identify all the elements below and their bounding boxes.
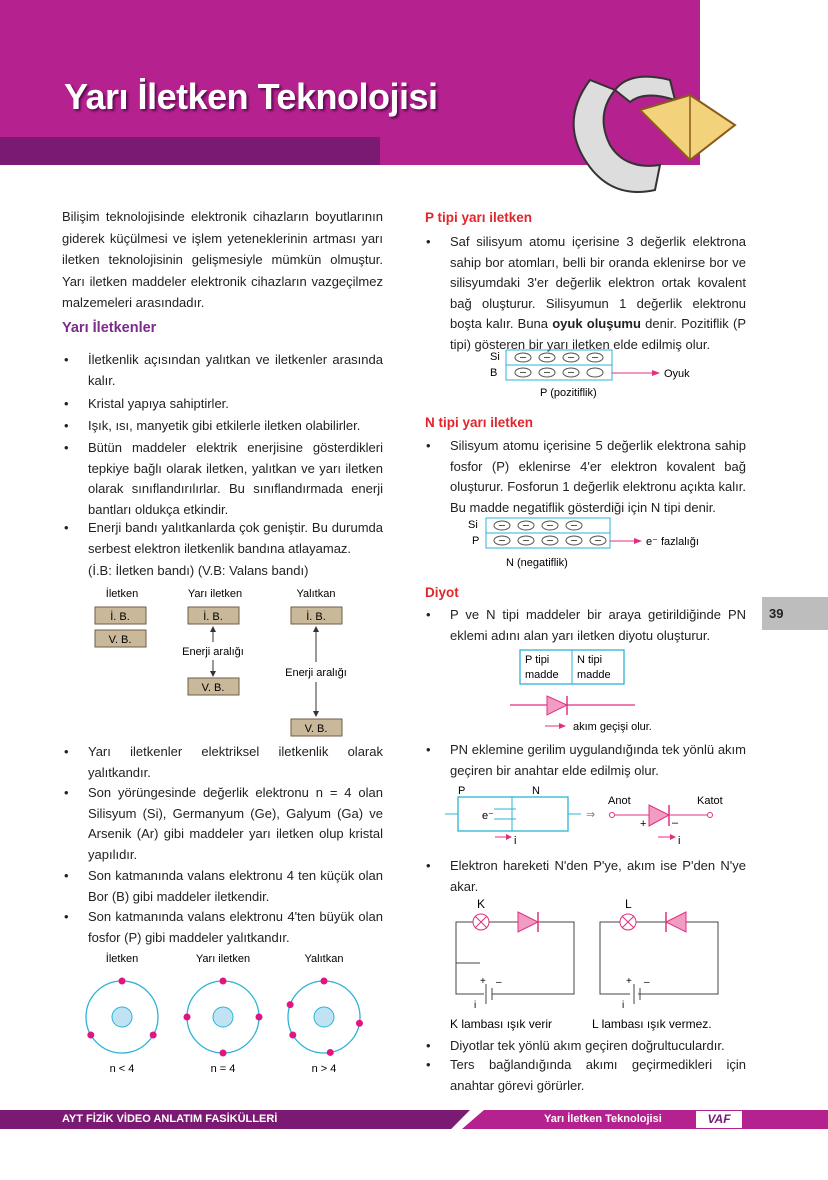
svg-text:Anot: Anot [608, 795, 631, 807]
list-item: • Son katmanında valans elektronu 4'ten büyük olan fosfor (P) gibi maddeler yalıtkandır. [64, 909, 383, 945]
list-item: • Ters bağlandığında akımı geçirmedikleri için anahtar görevi görürler. [426, 1057, 746, 1093]
svg-text:e⁻: e⁻ [482, 810, 494, 822]
svg-text:Si: Si [490, 351, 500, 363]
svg-text:+: + [480, 976, 486, 987]
list-item: • P ve N tipi maddeler bir araya getirildiğinde PN eklemi adını alan yarı iletken diyotu oluşturur. [426, 607, 746, 643]
svg-text:P: P [472, 535, 480, 547]
svg-text:V. B.: V. B. [304, 723, 328, 735]
list-item: • Silisyum atomu içerisine 5 değerlik elektrona sahip fosfor (P) eklenirse 4'er elektron kovalent bağ oluşturur. Fosforun 1 değerlik elektronu açıkta kalır. Bu madde negatiflik gösterdiği için N tipi denir. [426, 438, 746, 515]
header-band [0, 137, 380, 165]
svg-text:i: i [474, 1000, 477, 1011]
bullet-text: Son yörüngesinde değerlik elektronu n = 4 olan Silisyum (Si), Germanyum (Ge), Galyum (Ga) ve Arsenik (Ar) gibi maddeler yarı iletken olup kristal yapılıdır. [88, 785, 383, 862]
list-item: • Diyotlar tek yönlü akım geçiren doğrultuculardır. [426, 1038, 725, 1053]
list-item: • Işık, ısı, manyetik gibi etkilerle iletken olabilirler. [64, 418, 361, 433]
list-item: • Bütün maddeler elektrik enerjisine gösterdikleri tepkiye bağlı olarak iletken, yalıtkan ve yarı iletken olarak sınıflandırılırlar. Bu sınıflandırmada enerji bantları oldukça etkindir. [64, 440, 383, 517]
svg-text:akım geçişi olur.: akım geçişi olur. [573, 721, 652, 733]
atom-label: Yarı iletken [195, 953, 251, 965]
svg-text:İ. B.: İ. B. [203, 611, 223, 623]
svg-text:–: – [644, 977, 650, 988]
electron-dot [321, 978, 328, 985]
svg-text:Si: Si [468, 519, 478, 531]
electron-dot [184, 1014, 191, 1021]
bullet-text: Işık, ısı, manyetik gibi etkilerle iletken olabilirler. [88, 418, 361, 433]
valence-label: n < 4 [109, 1063, 135, 1075]
svg-text:Enerji aralığı: Enerji aralığı [285, 667, 347, 679]
valence-label: n = 4 [210, 1063, 236, 1075]
svg-text:madde: madde [577, 669, 611, 681]
nucleus [213, 1007, 233, 1027]
svg-text:P (pozitiflik): P (pozitiflik) [540, 387, 597, 399]
energy-band-diagram [60, 580, 380, 745]
list-item: • Enerji bandı yalıtkanlarda çok geniştir. Bu durumda serbest elektron iletkenlik bandına atlayamaz. [64, 520, 383, 556]
svg-text:İ. B.: İ. B. [110, 611, 130, 623]
band-col-label: Yalıtkan [296, 588, 336, 600]
list-item: • Son yörüngesinde değerlik elektronu n = 4 olan Silisyum (Si), Germanyum (Ge), Galyum (Ga) ve Arsenik (Ar) gibi maddeler yarı iletken olup kristal yapılıdır. [64, 785, 383, 862]
band-col-label: İletken [105, 588, 139, 600]
svg-text:L lambası ışık vermez.: L lambası ışık vermez. [592, 1017, 712, 1031]
electron-dot [220, 1050, 227, 1057]
list-item: • Kristal yapıya sahiptirler. [64, 396, 229, 411]
n-type-diagram [462, 514, 712, 572]
svg-text:i: i [514, 835, 517, 847]
valence-label: n > 4 [311, 1063, 337, 1075]
svg-text:P tipi: P tipi [525, 654, 550, 666]
svg-text:V. B.: V. B. [108, 634, 132, 646]
bullet-text: Enerji bandı yalıtkanlarda çok geniştir. Bu durumda serbest elektron iletkenlik bandına atlayamaz. [88, 520, 383, 556]
heading-p-tipi: P tipi yarı iletken [425, 210, 533, 225]
svg-text:N: N [532, 785, 540, 797]
svg-text:L: L [625, 897, 632, 911]
atom-label: Yalıtkan [304, 953, 344, 965]
electron-dot [356, 1020, 363, 1027]
p-type-diagram [480, 346, 700, 402]
band-col-label: Yarı iletken [187, 588, 243, 600]
list-item: • İletkenlik açısından yalıtkan ve iletkenler arasında kalır. [64, 352, 383, 388]
band-note: (İ.B: İletken bandı) (V.B: Valans bandı) [88, 563, 309, 578]
bullet-text: Bütün maddeler elektrik enerjisine gösterdikleri tepkiye bağlı olarak iletken, yalıtkan ve yarı iletken olarak sınıflandırılırlar. Bu sınıflandırmada enerji bantları oldukça etkindir. [88, 440, 383, 517]
list-item: • PN eklemine gerilim uygulandığında tek yönlü akım geçiren bir anahtar elde edilmiş olur. [426, 742, 746, 778]
list-item: • Son katmanında valans elektronu 4 ten küçük olan Bor (B) gibi maddeler iletkendir. [64, 868, 383, 904]
publisher-logo: VAF [696, 1111, 742, 1128]
section-heading-yari-iletkenler: Yarı İletkenler [62, 320, 157, 336]
footer-series-title: AYT FİZİK VİDEO ANLATIM FASİKÜLLERİ [62, 1113, 278, 1125]
page-number: 39 [762, 597, 828, 630]
svg-text:+: + [626, 976, 632, 987]
electron-dot [327, 1049, 334, 1056]
svg-text:–: – [672, 817, 679, 829]
svg-text:İ. B.: İ. B. [306, 611, 326, 623]
electron-dot [287, 1001, 294, 1008]
svg-text:⇒: ⇒ [586, 809, 596, 821]
footer-chapter-title: Yarı İletken Teknolojisi [544, 1113, 662, 1125]
bullet-text: Son katmanında valans elektronu 4 ten küçük olan Bor (B) gibi maddeler iletkendir. [88, 868, 383, 904]
intro-paragraph: Bilişim teknolojisinde elektronik cihazların boyutlarının giderek küçülmesi ve işlem yeteneklerinin artması yarı iletken teknolojisinin gelişmesiyle mümkün olmuştur. Yarı iletken maddeler elektronik cihazların vazgeçilmez malzemeleri arasındadır. [62, 209, 383, 310]
electron-dot [256, 1014, 263, 1021]
atom-diagrams [60, 945, 380, 1080]
svg-text:–: – [496, 977, 502, 988]
bullet-text: Son katmanında valans elektronu 4'ten büyük olan fosfor (P) gibi maddeler yalıtkandır. [88, 909, 383, 945]
page-title: Yarı İletken Teknolojisi [64, 76, 438, 117]
electron-dot [220, 978, 227, 985]
bullet-text: Yarı iletkenler elektriksel iletkenlik olarak yalıtkandır. [88, 744, 383, 780]
svg-text:N (negatiflik): N (negatiflik) [506, 557, 568, 569]
electron-dot [119, 978, 126, 985]
svg-text:+: + [640, 818, 647, 830]
heading-diyot: Diyot [425, 585, 459, 600]
bullet-text: Kristal yapıya sahiptirler. [88, 396, 229, 411]
electron-dot [150, 1032, 157, 1039]
bullet-text: İletkenlik açısından yalıtkan ve iletkenler arasında kalır. [88, 352, 383, 388]
list-item: • Elektron hareketi N'den P'ye, akım ise P'den N'ye akar. [426, 858, 746, 894]
electron-ellipse [587, 368, 603, 377]
electron-dot [87, 1032, 94, 1039]
list-item: • Saf silisyum atomu içerisine 3 değerlik elektrona sahip bor atomları, belli bir oranda eklenirse bor ve silisyumdaki 3'er değerlik elektron ortak kovalent bağ oluşturur. Silisyumun 1 değerlik elektronu boşta kalır. Buna oyuk oluşumu denir. Pozitiflik (P tipi) gösteren bir yarı iletken elde edilmiş olur. [426, 234, 746, 352]
diode-circuits [440, 896, 740, 1036]
svg-text:i: i [622, 1000, 625, 1011]
svg-text:K lambası ışık verir: K lambası ışık verir [450, 1017, 553, 1031]
svg-text:e⁻ fazlalığı: e⁻ fazlalığı [646, 536, 699, 548]
pn-bias-diagram [440, 782, 740, 848]
svg-text:P: P [458, 785, 466, 797]
heading-n-tipi: N tipi yarı iletken [425, 415, 534, 430]
pn-junction-diagram [505, 648, 675, 734]
svg-text:V. B.: V. B. [201, 682, 225, 694]
nucleus [112, 1007, 132, 1027]
nucleus [314, 1007, 334, 1027]
svg-text:K: K [477, 897, 486, 911]
svg-text:Enerji aralığı: Enerji aralığı [182, 646, 244, 658]
atom-label: İletken [105, 953, 139, 965]
svg-text:madde: madde [525, 669, 559, 681]
svg-text:B: B [490, 367, 498, 379]
svg-text:N tipi: N tipi [577, 654, 603, 666]
bold-term: oyuk oluşumu [552, 316, 641, 331]
svg-text:Katot: Katot [697, 795, 723, 807]
electron-dot [289, 1032, 296, 1039]
list-item: • Yarı iletkenler elektriksel iletkenlik olarak yalıtkandır. [64, 744, 383, 780]
svg-text:Oyuk: Oyuk [664, 368, 690, 380]
svg-text:i: i [678, 835, 681, 847]
film-book-illustration [560, 40, 760, 210]
